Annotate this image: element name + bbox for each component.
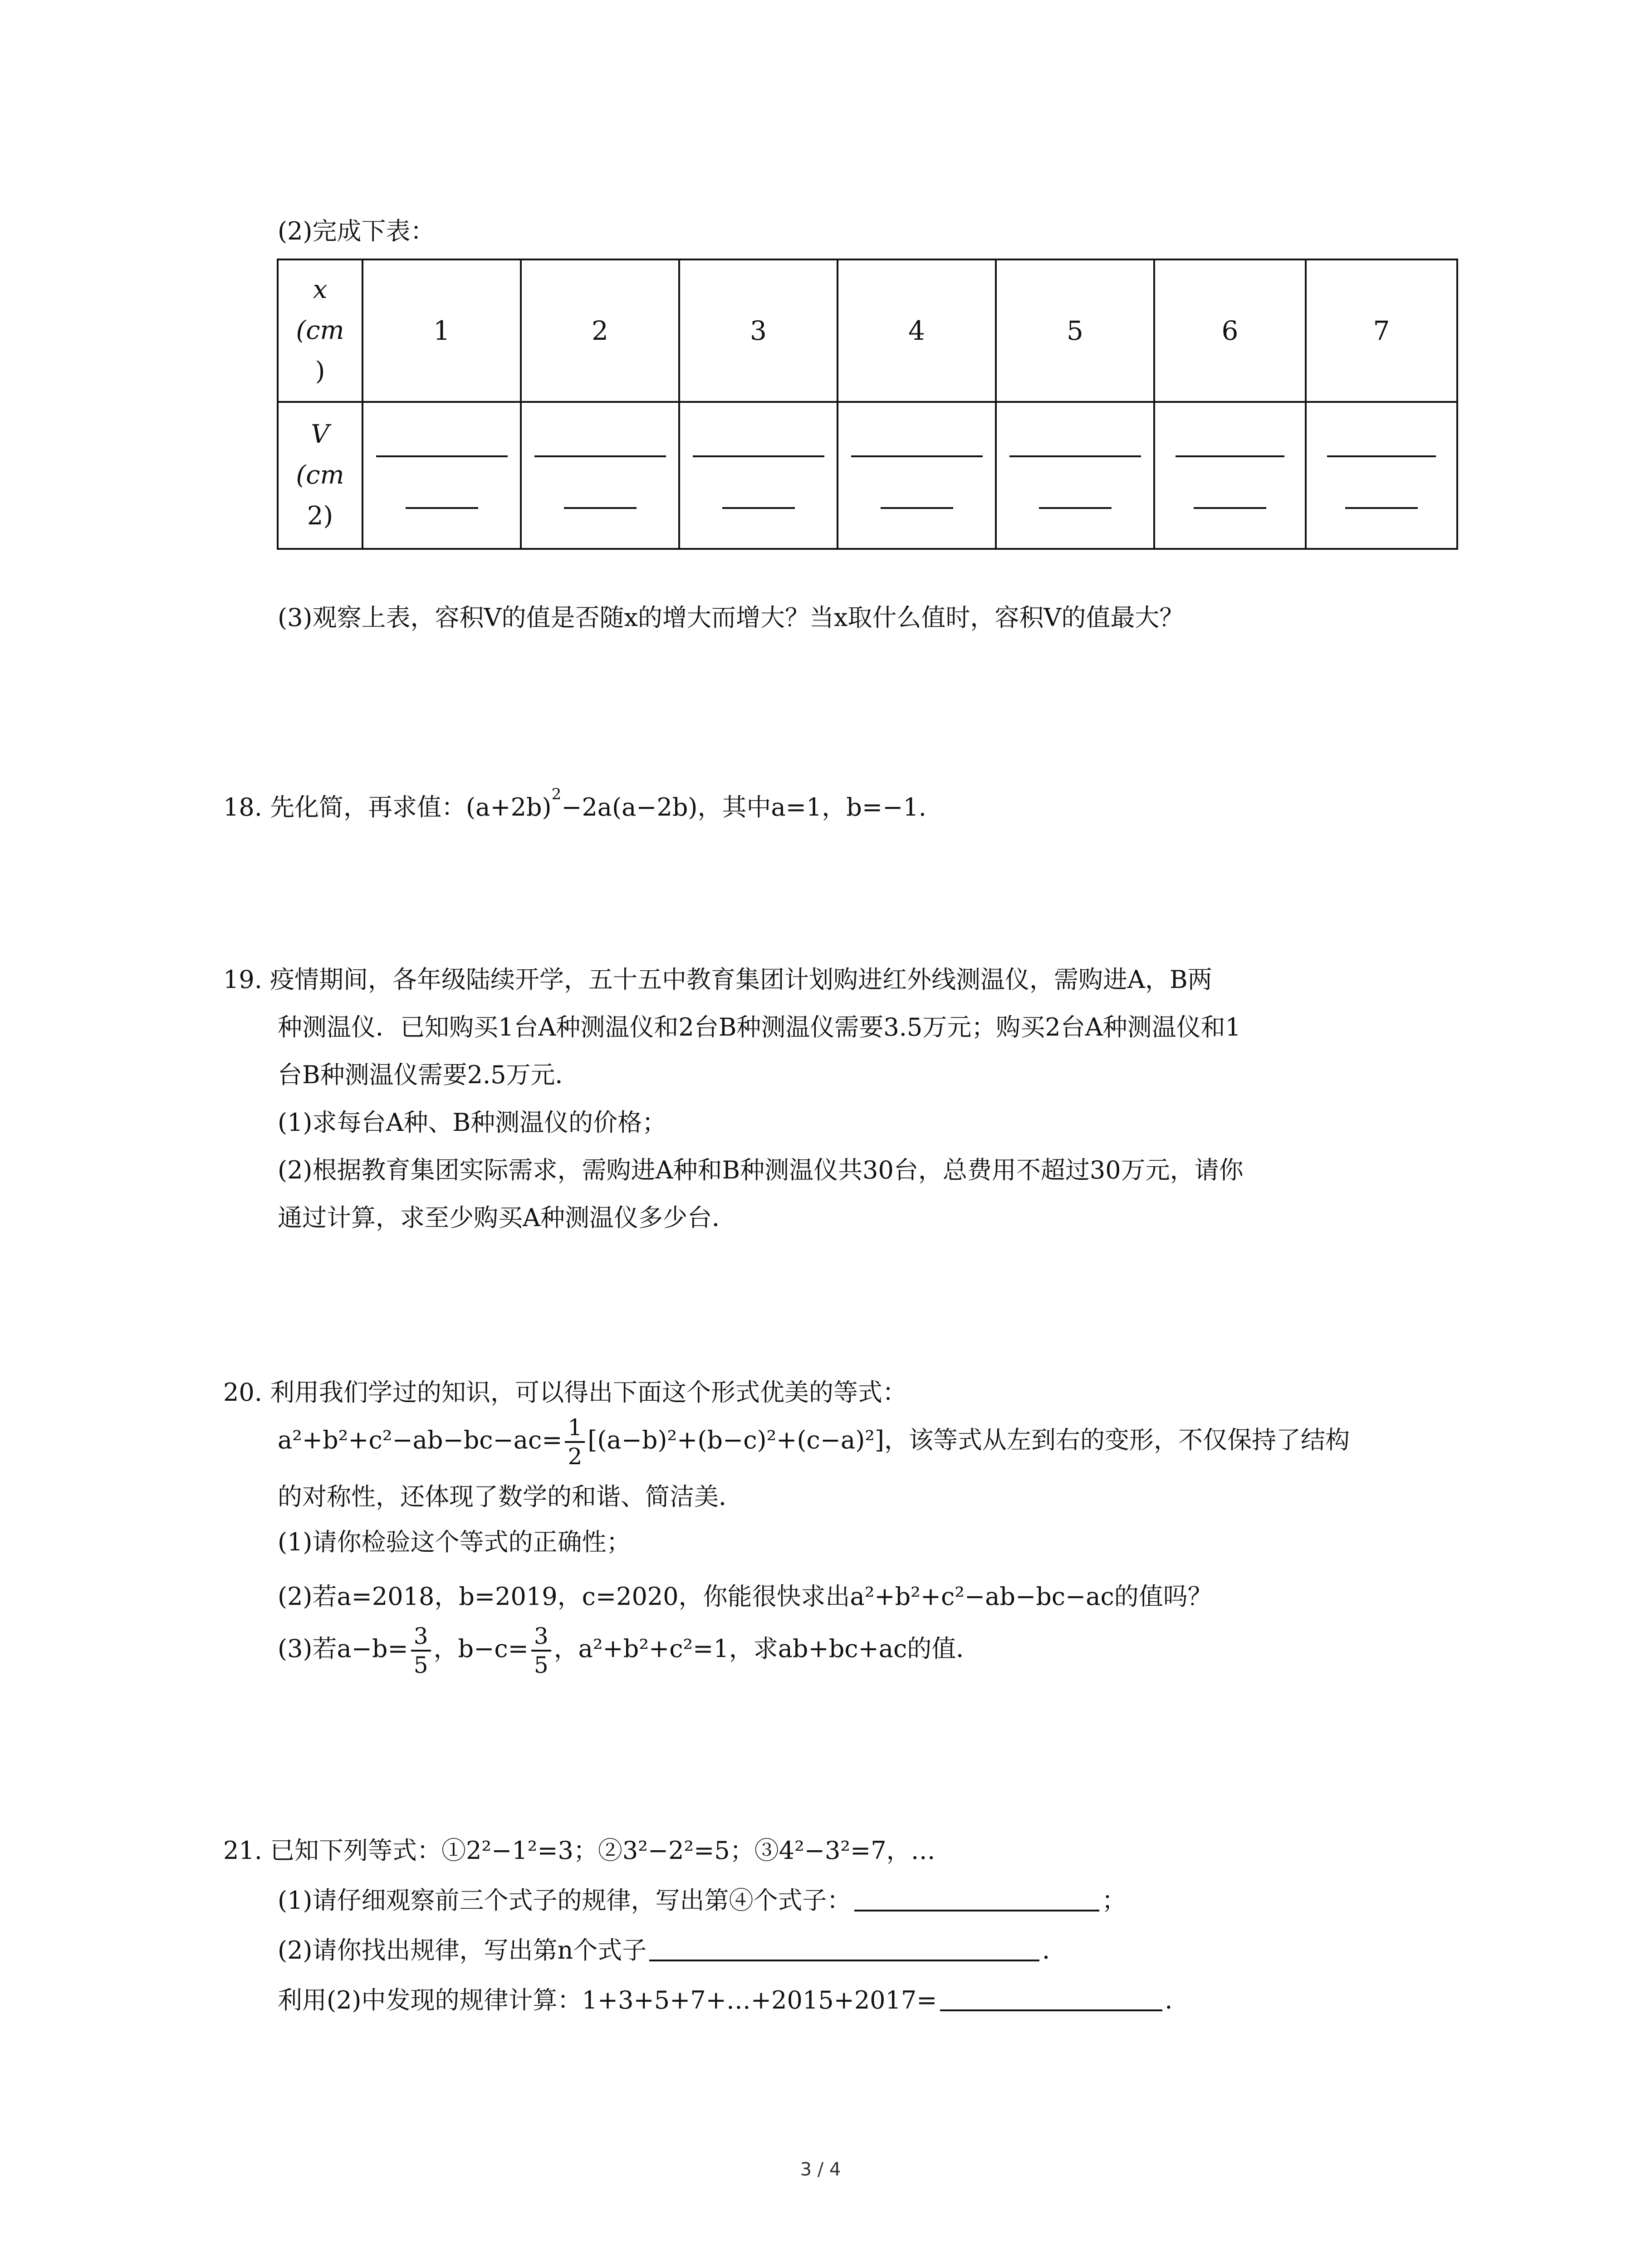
v-answer-blank-6[interactable] bbox=[1154, 402, 1306, 549]
q19-line-2: 种测温仪．已知购买1台A种测温仪和2台B种测温仪需要3.5万元；购买2台A种测温仪和1 bbox=[278, 1013, 1241, 1041]
q20-intro: 利用我们学过的知识，可以得出下面这个形式优美的等式： bbox=[270, 1378, 907, 1407]
q18-number: 18. bbox=[223, 793, 262, 821]
q21-part2 bbox=[278, 1932, 1067, 1969]
x-header-close: ) bbox=[315, 357, 325, 386]
half-numerator: 1 bbox=[565, 1414, 585, 1443]
q18 bbox=[223, 785, 926, 826]
v-answer-blank-4[interactable] bbox=[838, 402, 996, 549]
q21-p3-text: 利用(2)中发现的规律计算：1+3+5+7+…+2015+2017= bbox=[278, 1986, 937, 2014]
v-header-cell bbox=[278, 402, 362, 549]
volume-table bbox=[277, 259, 1458, 550]
x-header-cell bbox=[278, 259, 362, 402]
page-number: 3 / 4 bbox=[800, 2159, 841, 2180]
v-answer-blank-1[interactable] bbox=[362, 402, 521, 549]
x-value-1: 1 bbox=[362, 259, 521, 402]
x-value-4: 4 bbox=[838, 259, 996, 402]
q20-p3-b: ，b−c= bbox=[433, 1634, 529, 1663]
q20-intro-line bbox=[223, 1374, 907, 1411]
q18-sup: 2 bbox=[551, 785, 562, 803]
q20-p3-c: ，a²+b²+c²=1，求ab+bc+ac的值． bbox=[554, 1634, 981, 1663]
q20-number: 20. bbox=[223, 1378, 262, 1407]
q20-eq-right: [(a−b)²+(b−c)²+(c−a)²]，该等式从左到右的变形，不仅保持了结构 bbox=[588, 1426, 1350, 1454]
q19-part2: (2)根据教育集团实际需求，需购进A种和B种测温仪共30台，总费用不超过30万元，请你 bbox=[278, 1156, 1244, 1184]
frac1-denominator: 5 bbox=[413, 1652, 428, 1678]
q21-part1 bbox=[278, 1882, 1127, 1919]
q21-p3-end: ． bbox=[1165, 1986, 1190, 2014]
x-value-7: 7 bbox=[1306, 259, 1457, 402]
q21-intro-line bbox=[223, 1833, 936, 1869]
q21-p1-text: (1)请仔细观察前三个式子的规律，写出第④个式子： bbox=[278, 1886, 852, 1915]
v-answer-blank-7[interactable] bbox=[1306, 402, 1457, 549]
q17-part3: (3)观察上表，容积V的值是否随x的增大而增大？当x取什么值时，容积V的值最大？ bbox=[278, 603, 1184, 632]
q20-part1: (1)请你检验这个等式的正确性； bbox=[278, 1528, 631, 1556]
three-fifths-fraction-1 bbox=[411, 1623, 431, 1679]
q21-answer-blank-1[interactable] bbox=[854, 1884, 1099, 1911]
q21-number: 21. bbox=[223, 1836, 262, 1865]
x-value-3: 3 bbox=[679, 259, 838, 402]
q19-text-1: 疫情期间，各年级陆续开学，五十五中教育集团计划购进红外线测温仪，需购进A，B两 bbox=[270, 965, 1212, 994]
q21-answer-blank-3[interactable] bbox=[940, 1984, 1162, 2011]
v-header-var: V bbox=[311, 420, 329, 449]
q21-answer-blank-2[interactable] bbox=[649, 1934, 1039, 1961]
half-denominator: 2 bbox=[568, 1443, 583, 1470]
q19-line-1 bbox=[223, 962, 1212, 998]
v-answer-blank-5[interactable] bbox=[996, 402, 1154, 549]
q20-part2: (2)若a=2018，b=2019，c=2020，你能很快求出a²+b²+c²−ab−bc−ac的值吗？ bbox=[278, 1582, 1212, 1611]
q21-p2-end: ． bbox=[1042, 1936, 1067, 1965]
q20-identity bbox=[278, 1411, 1350, 1470]
q18-text-b: −2a(a−2b)，其中a=1，b=−1. bbox=[561, 793, 926, 821]
table-row-x bbox=[278, 259, 1457, 402]
q21-part3 bbox=[278, 1982, 1190, 2019]
frac2-denominator: 5 bbox=[534, 1652, 549, 1678]
one-half-fraction bbox=[565, 1414, 585, 1470]
q19-part1: (1)求每台A种、B种测温仪的价格； bbox=[278, 1108, 667, 1137]
q19-number: 19. bbox=[223, 965, 262, 994]
q20-part3 bbox=[278, 1619, 980, 1679]
q20-line-3: 的对称性，还体现了数学的和谐、简洁美． bbox=[278, 1482, 743, 1511]
q18-text-a: 先化简，再求值：(a+2b) bbox=[270, 793, 552, 821]
x-header-unit: (cm bbox=[296, 316, 344, 345]
v-header-unit: (cm bbox=[296, 460, 344, 490]
x-value-2: 2 bbox=[521, 259, 679, 402]
q20-eq-left: a²+b²+c²−ab−bc−ac= bbox=[278, 1426, 563, 1454]
table-row-v bbox=[278, 402, 1457, 549]
x-value-5: 5 bbox=[996, 259, 1154, 402]
q21-p1-end: ； bbox=[1102, 1886, 1127, 1915]
q21-p2-text: (2)请你找出规律，写出第n个式子 bbox=[278, 1936, 647, 1965]
q20-p3-a: (3)若a−b= bbox=[278, 1634, 408, 1663]
v-answer-blank-3[interactable] bbox=[679, 402, 838, 549]
v-header-close: 2) bbox=[307, 501, 333, 531]
three-fifths-fraction-2 bbox=[531, 1623, 551, 1679]
v-answer-blank-2[interactable] bbox=[521, 402, 679, 549]
frac2-numerator: 3 bbox=[531, 1623, 551, 1652]
q19-line-6: 通过计算，求至少购买A种测温仪多少台． bbox=[278, 1203, 736, 1232]
q17-part2-label: (2)完成下表： bbox=[278, 217, 435, 245]
x-header-var: x bbox=[313, 275, 328, 304]
q21-intro: 已知下列等式：①2²−1²=3；②3²−2²=5；③4²−3²=7，… bbox=[270, 1836, 936, 1865]
frac1-numerator: 3 bbox=[411, 1623, 431, 1652]
x-value-6: 6 bbox=[1154, 259, 1306, 402]
q19-line-3: 台B种测温仪需要2.5万元． bbox=[278, 1061, 580, 1089]
